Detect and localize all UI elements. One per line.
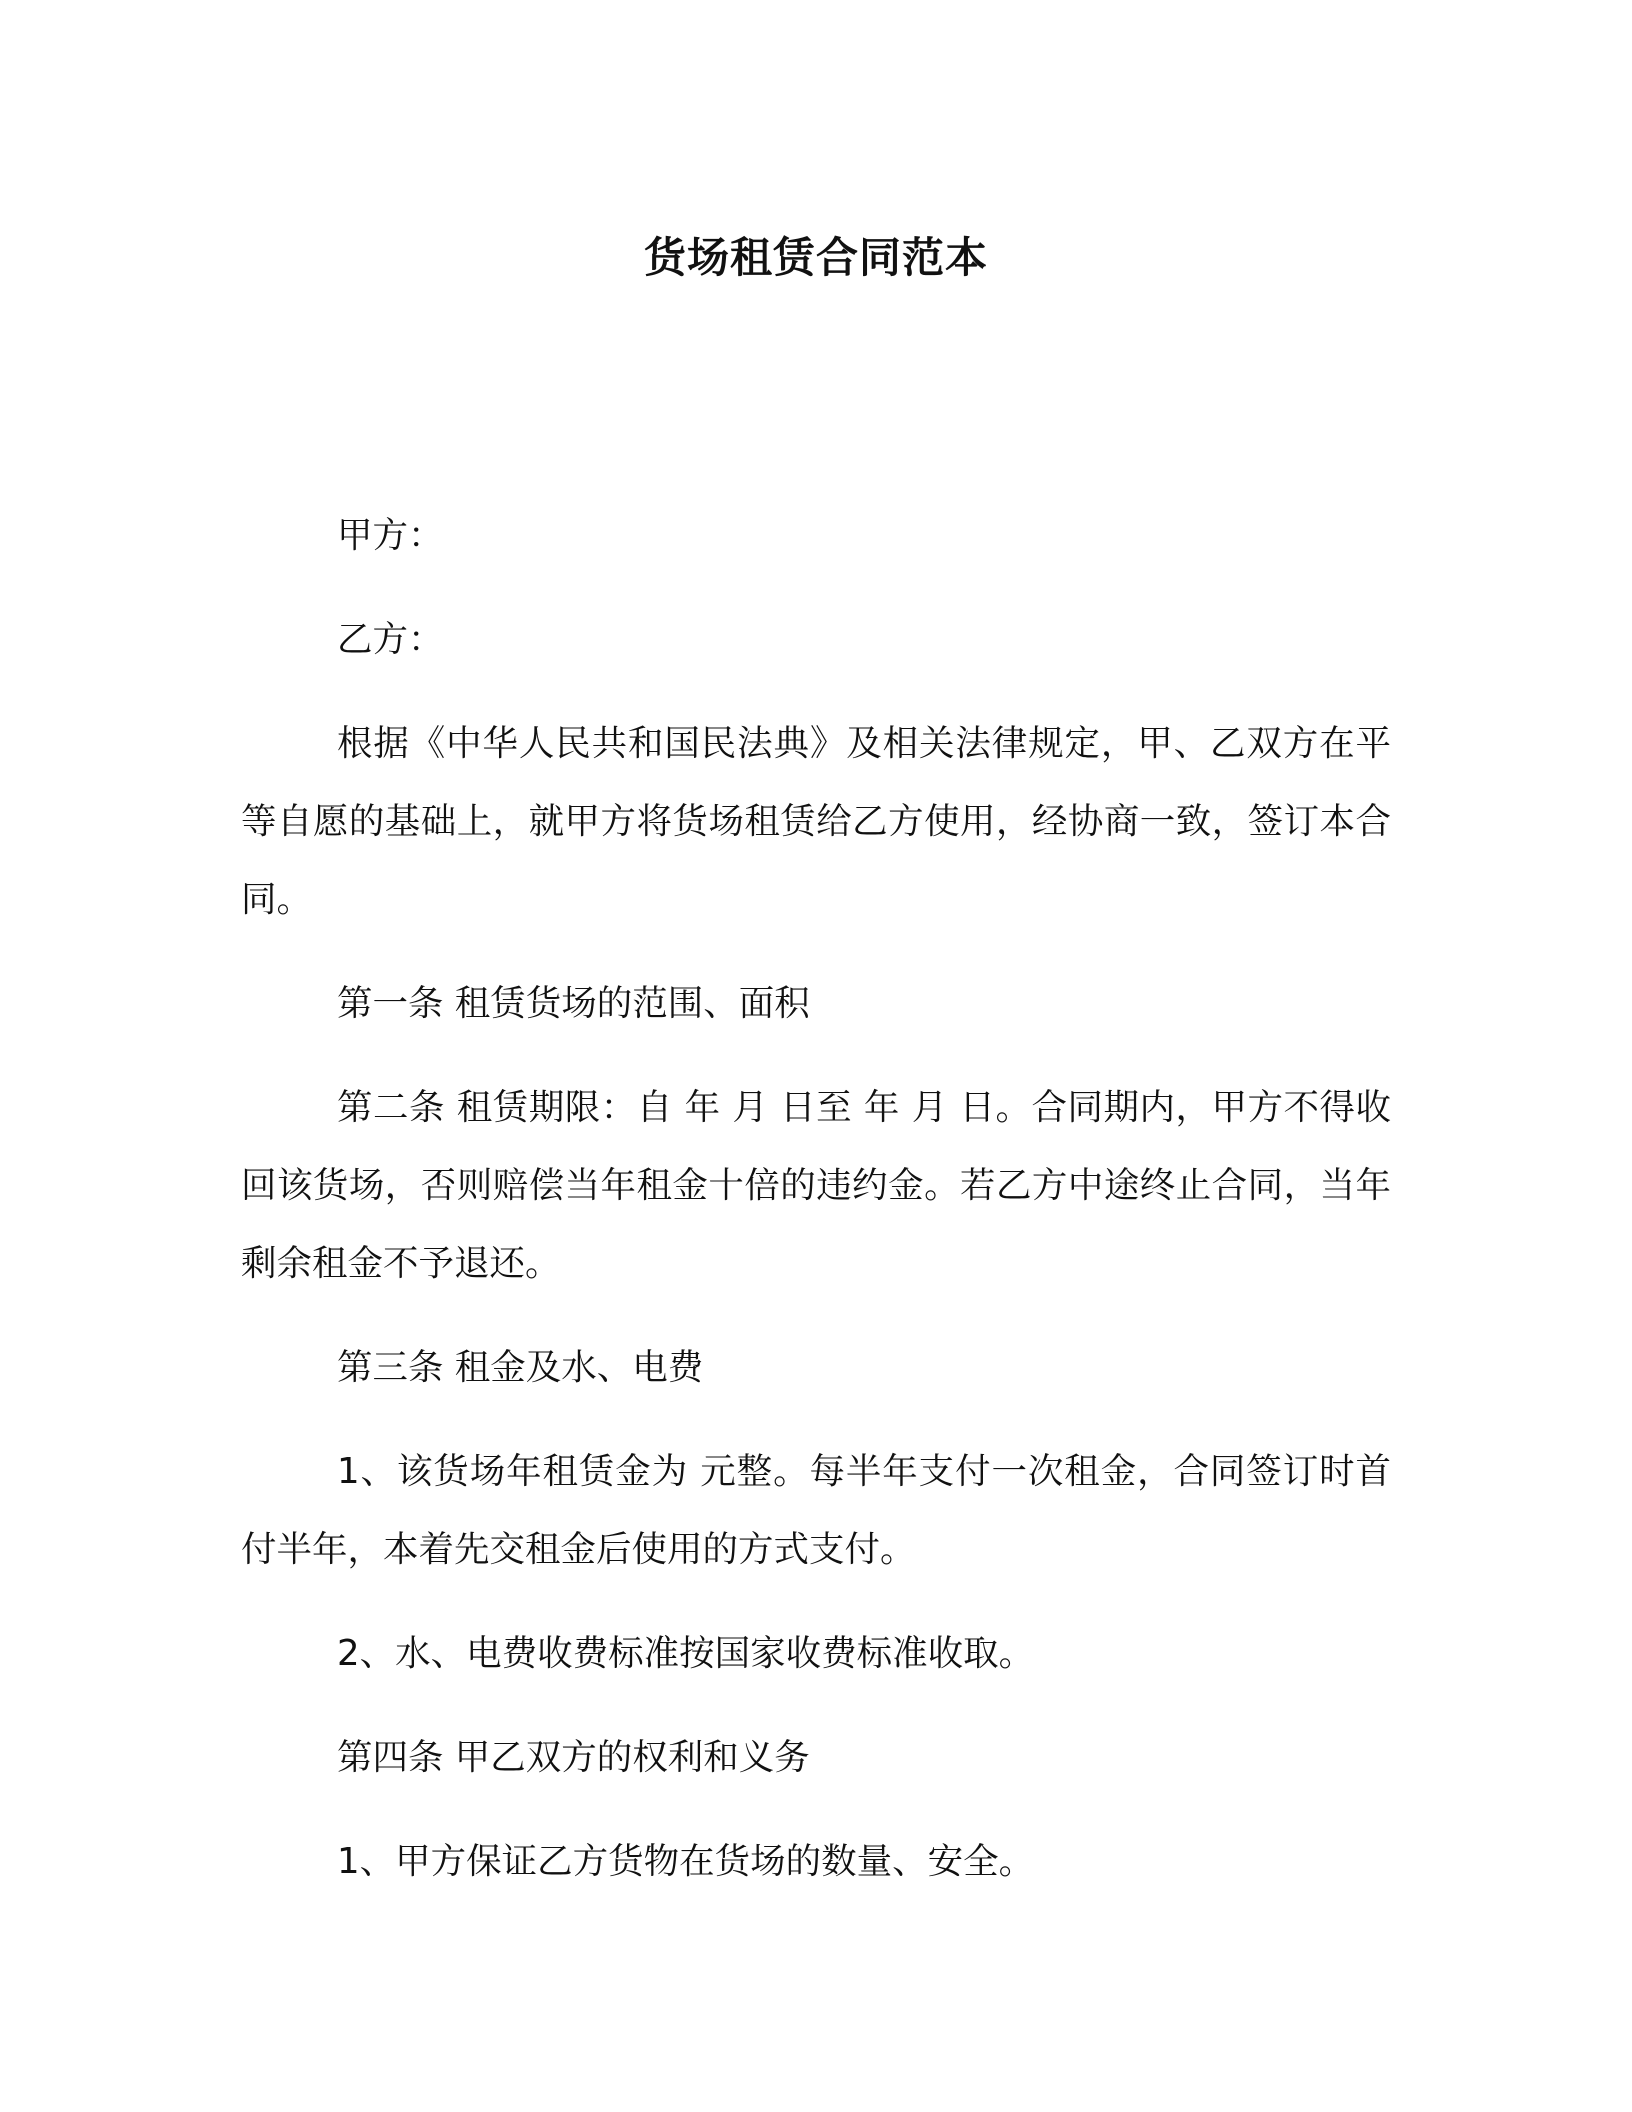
preamble-paragraph: 根据《中华人民共和国民法典》及相关法律规定，甲、乙双方在平等自愿的基础上，就甲方将货场租赁给乙方使用，经协商一致，签订本合同。 [241,723,1391,920]
document-title: 货场租赁合同范本 [643,233,988,282]
article-3-item-1: 1、该货场年租赁金为 元整。每半年支付一次租金，合同签订时首付半年，本着先交租金后使用的方式支付。 [241,1451,1391,1570]
party-a-line: 甲方： [337,515,444,556]
article-4-heading: 第四条 甲乙双方的权利和义务 [337,1737,810,1778]
article-3-heading: 第三条 租金及水、电费 [337,1347,704,1388]
document-body [241,497,1391,1927]
article-4-item-1: 1、甲方保证乙方货物在货场的数量、安全。 [337,1841,1035,1882]
article-2-paragraph: 第二条 租赁期限：自 年 月 日至 年 月 日。合同期内，甲方不得收回该货场，否则赔偿当年租金十倍的违约金。若乙方中途终止合同，当年剩余租金不予退还。 [241,1087,1391,1284]
article-1-heading: 第一条 租赁货场的范围、面积 [337,983,810,1024]
party-b-line: 乙方： [337,619,444,660]
article-3-item-2: 2、水、电费收费标准按国家收费标准收取。 [337,1633,1035,1674]
